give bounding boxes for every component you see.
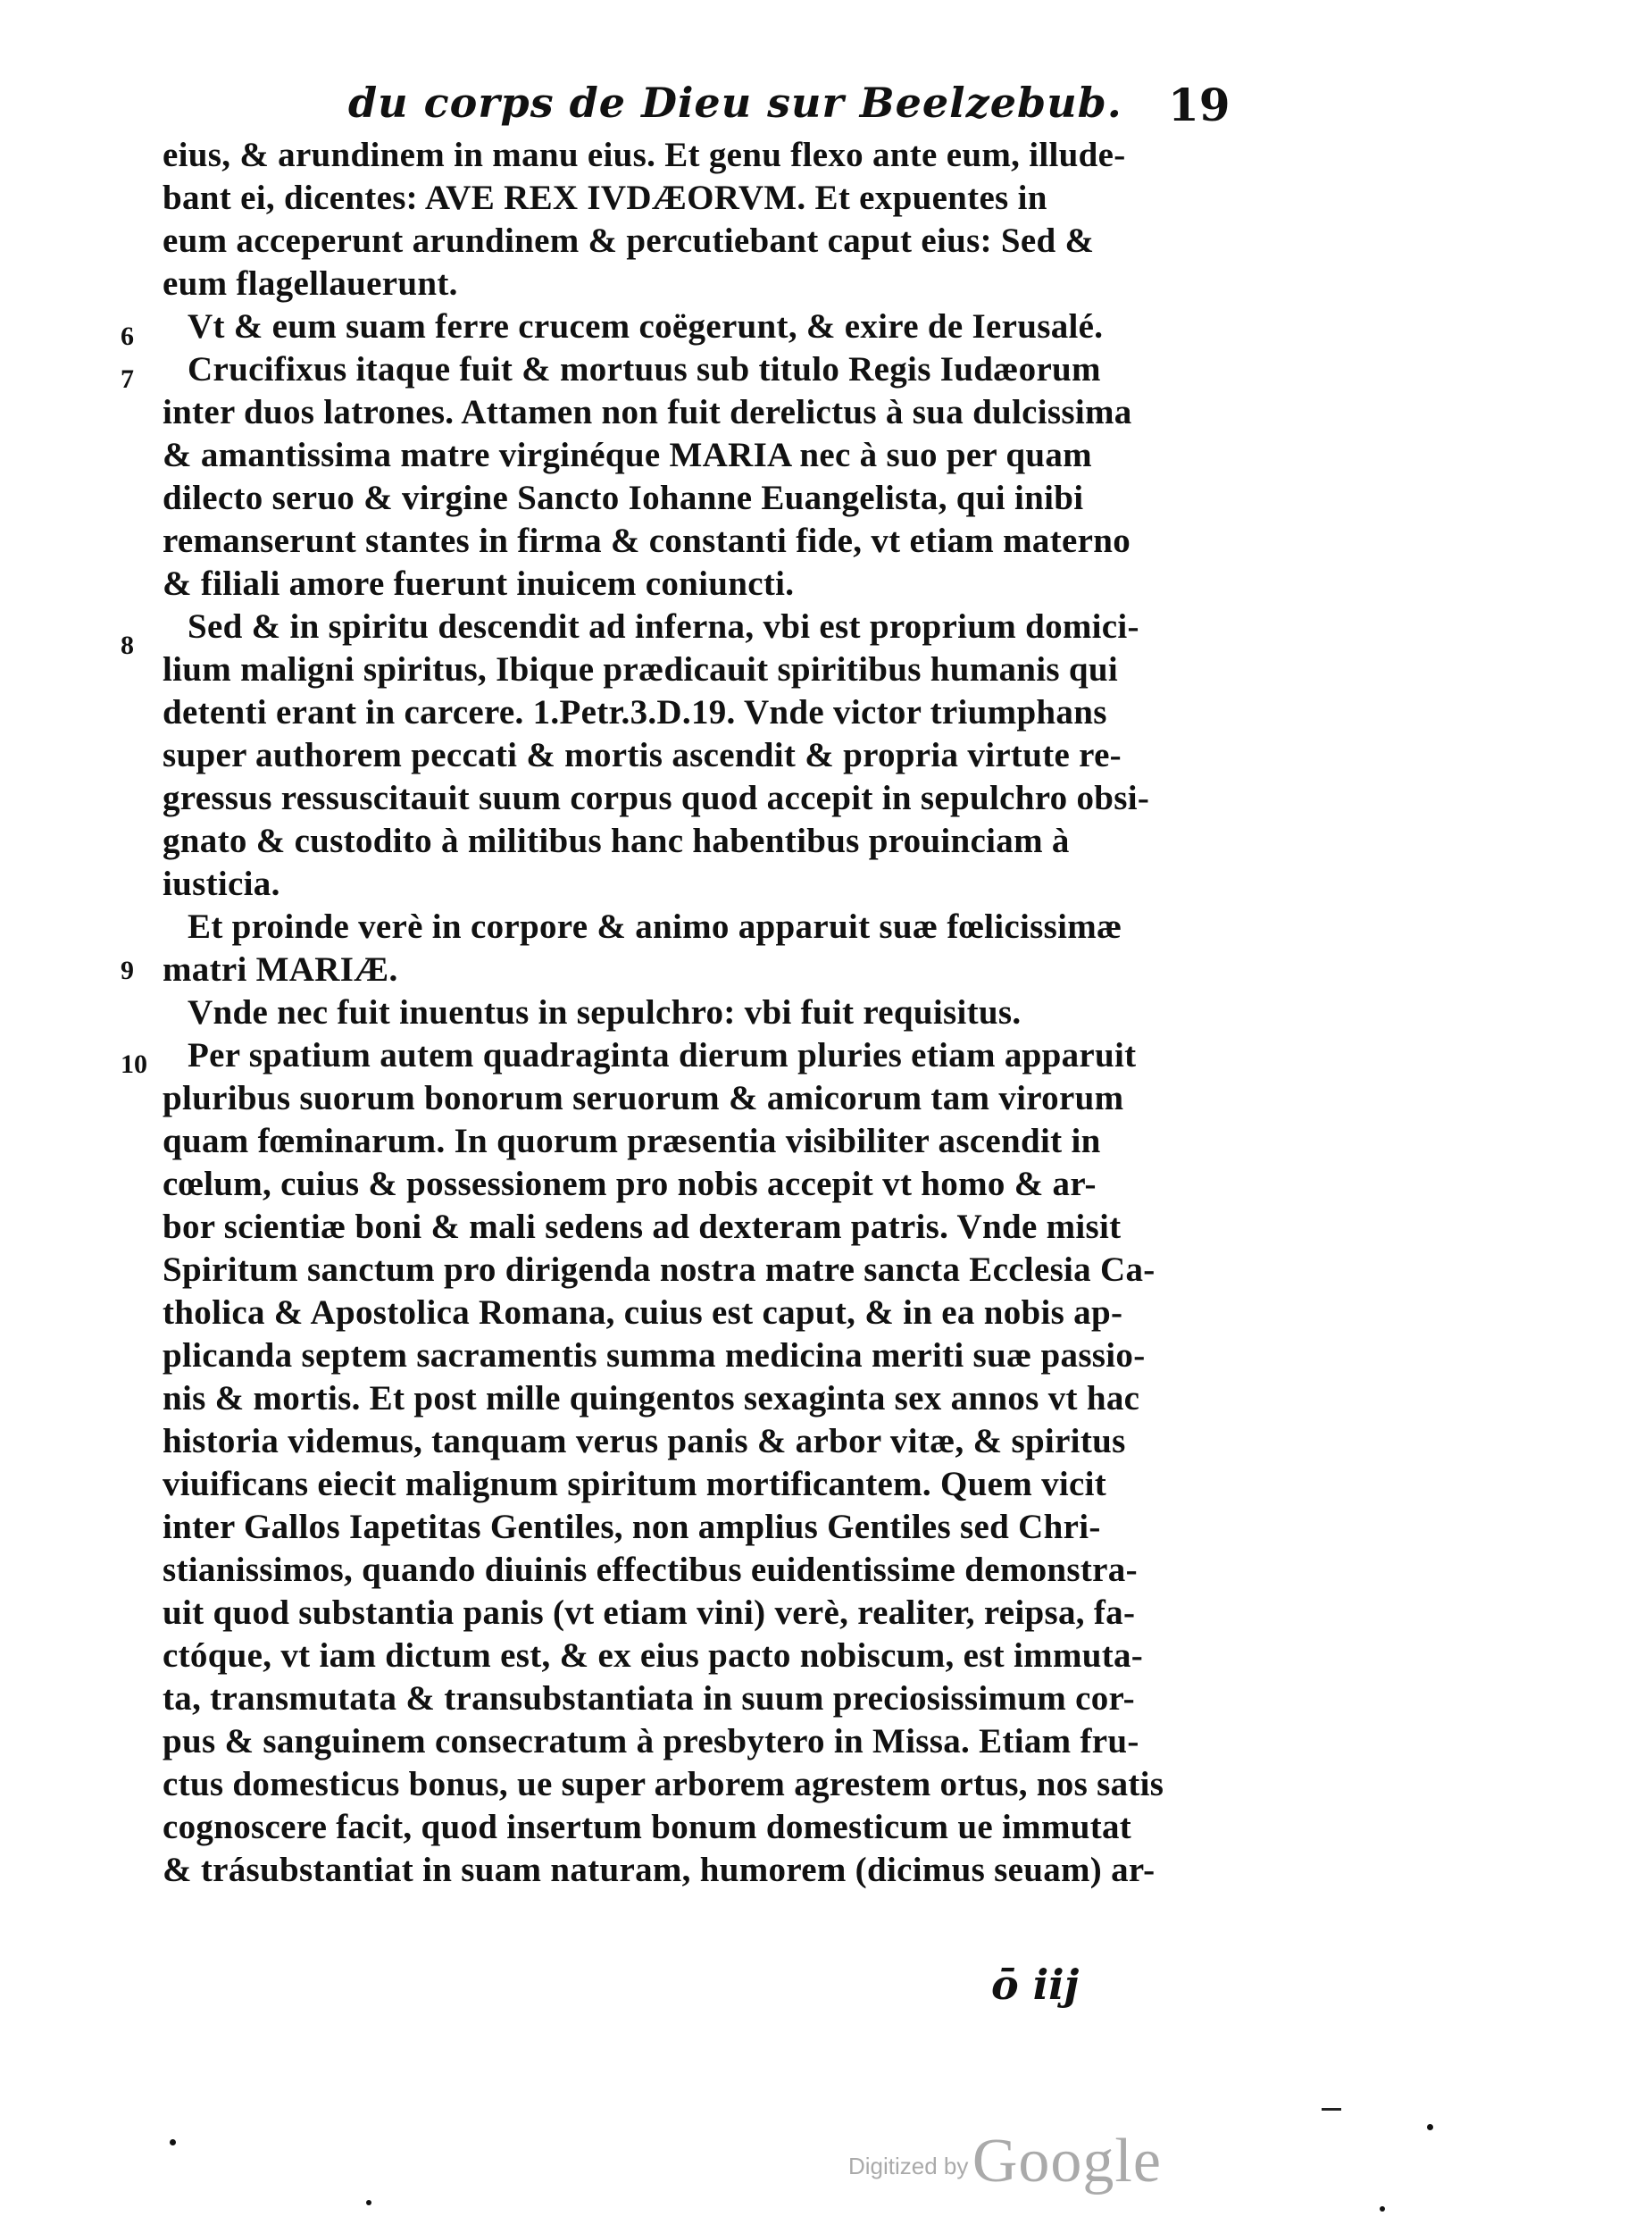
- text-line: dilecto seruo & virgine Sancto Iohanne Euangelista, qui inibi: [163, 479, 1084, 517]
- text-line: inter Gallos Iapetitas Gentiles, non amplius Gentiles sed Chri-: [163, 1508, 1101, 1546]
- margin-number: 9: [121, 956, 134, 985]
- text-line: Sed & in spiritu descendit ad inferna, vbi est proprium domici-: [188, 607, 1139, 646]
- margin-number: 6: [121, 322, 134, 351]
- margin-number: 10: [121, 1050, 147, 1079]
- text-line: eius, & arundinem in manu eius. Et genu flexo ante eum, illude-: [163, 136, 1126, 174]
- text-line: bant ei, dicentes: AVE REX IVDÆORVM. Et expuentes in: [163, 179, 1047, 217]
- text-line: eum acceperunt arundinem & percutiebant caput eius: Sed &: [163, 222, 1095, 260]
- text-line: bor scientiæ boni & mali sedens ad dexteram patris. Vnde misit: [163, 1208, 1122, 1246]
- digitized-watermark: [848, 2126, 1162, 2197]
- text-line: stianissimos, quando diuinis effectibus euidentissime demonstra-: [163, 1551, 1138, 1589]
- text-line: Crucifixus itaque fuit & mortuus sub titulo Regis Iudæorum: [188, 350, 1101, 389]
- margin-number: 7: [121, 364, 134, 394]
- text-line: ctóque, vt iam dictum est, & ex eius pacto nobiscum, est immuta-: [163, 1636, 1144, 1675]
- text-line: Vnde nec fuit inuentus in sepulchro: vbi fuit requisitus.: [188, 993, 1022, 1032]
- text-line: pus & sanguinem consecratum à presbytero in Missa. Etiam fru-: [163, 1722, 1139, 1760]
- text-line: uit quod substantia panis (vt etiam vini) verè, realiter, reipsa, fa-: [163, 1593, 1136, 1632]
- text-line: & trásubstantiat in suam naturam, humorem (dicimus seuam) ar-: [163, 1851, 1156, 1889]
- text-line: lium maligni spiritus, Ibique prædicauit spiritibus humanis qui: [163, 650, 1119, 689]
- scan-artifact: [1380, 2206, 1385, 2212]
- text-line: super authorem peccati & mortis ascendit & propria virtute re-: [163, 736, 1122, 774]
- scan-artifact: [1427, 2124, 1433, 2130]
- text-line: & amantissima matre virginéque MARIA nec à suo per quam: [163, 436, 1092, 474]
- margin-number: 8: [121, 631, 134, 660]
- text-line: ta, transmutata & transubstantiata in suum preciosissimum cor-: [163, 1679, 1135, 1718]
- watermark-brand: Google: [972, 2127, 1162, 2195]
- text-line: cœlum, cuius & possessionem pro nobis accepit vt homo & ar-: [163, 1165, 1097, 1203]
- text-line: inter duos latrones. Attamen non fuit derelictus à sua dulcissima: [163, 393, 1132, 431]
- signature-mark: ō iij: [991, 1961, 1080, 2009]
- text-line: eum flagellauerunt.: [163, 264, 458, 303]
- text-line: quam fœminarum. In quorum præsentia visibiliter ascendit in: [163, 1122, 1101, 1160]
- text-line: historia videmus, tanquam verus panis & arbor vitæ, & spiritus: [163, 1422, 1126, 1460]
- text-line: tholica & Apostolica Romana, cuius est caput, & in ea nobis ap-: [163, 1293, 1123, 1332]
- page-number: 19: [1168, 79, 1231, 131]
- text-line: viuificans eiecit malignum spiritum mortificantem. Quem vicit: [163, 1465, 1107, 1503]
- text-line: gnato & custodito à militibus hanc habentibus prouinciam à: [163, 822, 1070, 860]
- text-line: pluribus suorum bonorum seruorum & amicorum tam virorum: [163, 1079, 1124, 1117]
- scan-artifact: [1322, 2108, 1341, 2111]
- text-line: Per spatium autem quadraginta dierum pluries etiam apparuit: [188, 1036, 1137, 1075]
- text-line: gressus ressuscitauit suum corpus quod accepit in sepulchro obsi-: [163, 779, 1150, 817]
- scan-artifact: [366, 2200, 371, 2205]
- text-line: nis & mortis. Et post mille quingentos sexaginta sex annos vt hac: [163, 1379, 1140, 1418]
- text-line: matri MARIÆ.: [163, 950, 398, 989]
- watermark-prefix: Digitized by: [848, 2153, 969, 2179]
- text-line: Vt & eum suam ferre crucem coëgerunt, & exire de Ierusalé.: [188, 307, 1104, 346]
- text-line: iusticia.: [163, 865, 280, 903]
- text-line: cognoscere facit, quod insertum bonum domesticum ue immutat: [163, 1808, 1132, 1846]
- body-text: [163, 134, 1252, 1892]
- text-line: ctus domesticus bonus, ue super arborem agrestem ortus, nos satis: [163, 1765, 1164, 1803]
- text-line: detenti erant in carcere. 1.Petr.3.D.19. Vnde victor triumphans: [163, 693, 1107, 732]
- text-line: plicanda septem sacramentis summa medicina meriti suæ passio-: [163, 1336, 1146, 1375]
- text-line: Et proinde verè in corpore & animo apparuit suæ fœlicissimæ: [188, 907, 1122, 946]
- running-head: du corps de Dieu sur Beelzebub.: [348, 79, 1122, 127]
- scan-artifact: [170, 2139, 176, 2145]
- text-line: Spiritum sanctum pro dirigenda nostra matre sancta Ecclesia Ca-: [163, 1250, 1156, 1289]
- text-line: & filiali amore fuerunt inuicem coniuncti.: [163, 565, 795, 603]
- text-line: remanserunt stantes in firma & constanti fide, vt etiam materno: [163, 522, 1131, 560]
